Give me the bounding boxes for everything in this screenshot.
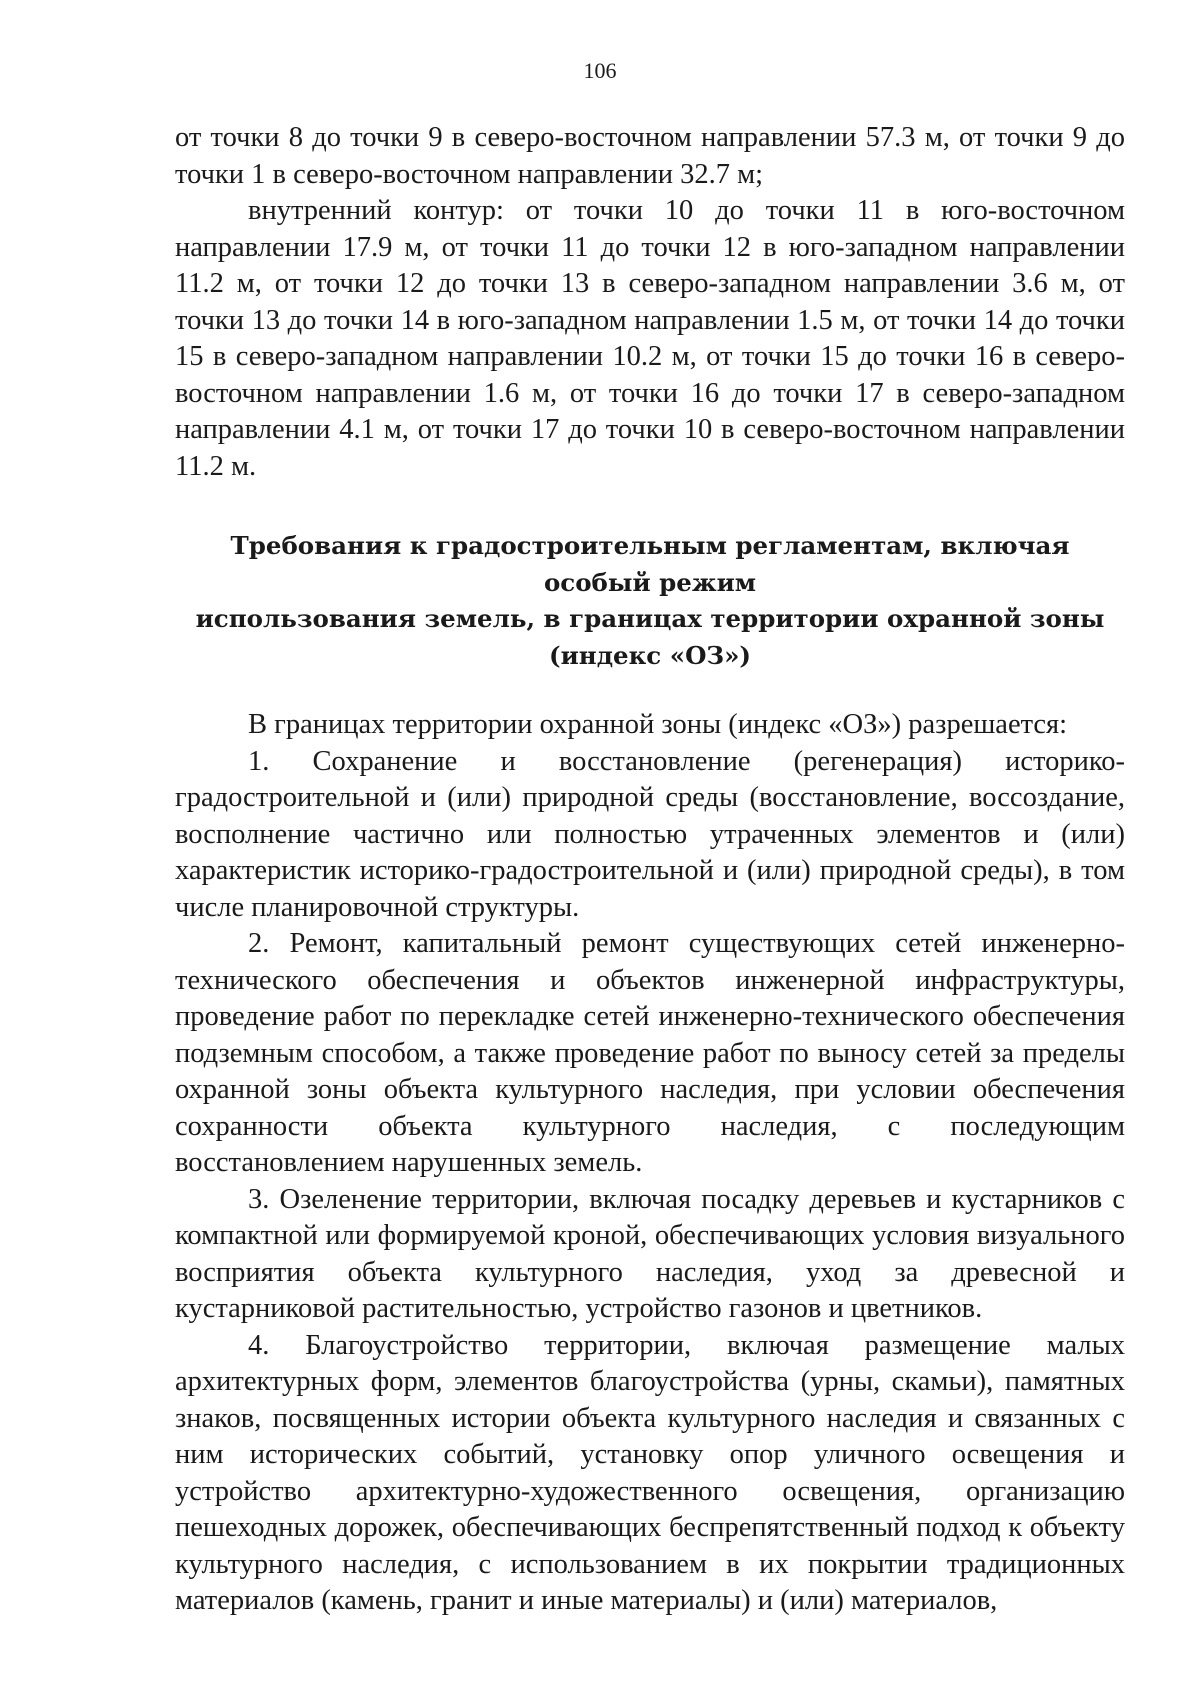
list-item-3: 3. Озеленение территории, включая посадку деревьев и кустарников с компактной или формируемой кроной, обеспечивающих условия визуального восприятия объекта культурного наследия, уход за древесной и кустарниковой растительностью, устройство газонов и цветников. <box>175 1183 1125 1324</box>
section-heading-line-2: использования земель, в границах территории охранной зоны <box>195 604 1105 633</box>
intro-paragraph: В границах территории охранной зоны (индекс «ОЗ») разрешается: <box>248 709 1068 740</box>
paragraph-boundary-inner: внутренний контур: от точки 10 до точки 11 в юго-восточном направлении 17.9 м, от точки 11 до точки 12 в юго-западном направлении 11.2 м, от точки 12 до точки 13 в северо-западном направлении 3.6 м, от точки 13 до точки 14 в юго-западном направлении 1.5 м, от точки 14 до точки 15 в северо-западном направлении 10.2 м, от точки 15 до точки 16 в северо-восточном направлении 1.6 м, от точки 16 до точки 17 в северо-западном направлении 4.1 м, от точки 17 до точки 10 в северо-восточном направлении 11.2 м. <box>175 195 1125 482</box>
section-heading-line-3: (индекс «ОЗ») <box>549 640 751 670</box>
page-number: 106 <box>583 58 617 83</box>
section-heading <box>175 528 1125 674</box>
list-item-1: 1. Сохранение и восстановление (регенерация) историко-градостроительной и (или) природной среды (восстановление, воссоздание, восполнение частично или полностью утраченных элементов и (или) характеристик историко-градостроительной и (или) природной среды), в том числе планировочной структуры. <box>175 745 1125 923</box>
section-heading-line-1: Требования к градостроительным регламентам, включая особый режим <box>230 531 1070 597</box>
list-item-4: 4. Благоустройство территории, включая размещение малых архитектурных форм, элементов благоустройства (урны, скамьи), памятных знаков, посвященных истории объекта культурного наследия и связанных с ним исторических событий, установку опор уличного освещения и устройство архитектурно-художественного освещения, организацию пешеходных дорожек, обеспечивающих беспрепятственный подход к объекту культурного наследия, с использованием в их покрытии традиционных материалов (камень, гранит и иные материалы) и (или) материалов, <box>175 1329 1125 1616</box>
list-item-2: 2. Ремонт, капитальный ремонт существующих сетей инженерно-технического обеспечения и объектов инженерной инфраструктуры, проведение работ по перекладке сетей инженерно-технического обеспечения подземным способом, а также проведение работ по выносу сетей за пределы охранной зоны объекта культурного наследия, при условии обеспечения сохранности объекта культурного наследия, с последующим восстановлением нарушенных земель. <box>175 928 1125 1178</box>
paragraph-boundary-outer-end: от точки 8 до точки 9 в северо-восточном направлении 57.3 м, от точки 9 до точки 1 в северо-восточном направлении 32.7 м; <box>175 122 1125 190</box>
document-body <box>175 120 1125 1620</box>
